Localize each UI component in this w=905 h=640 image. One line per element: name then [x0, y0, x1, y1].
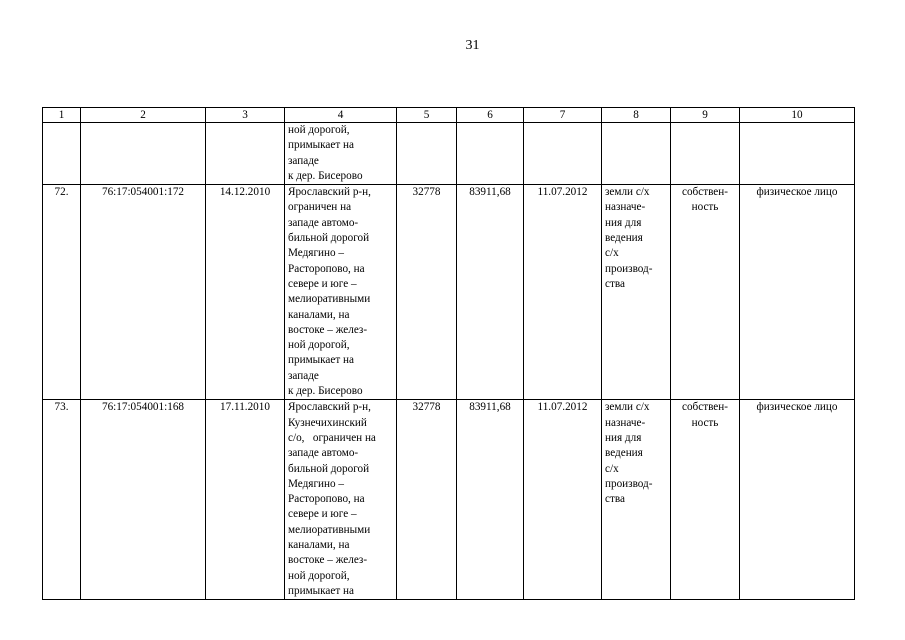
description-line: бильной дорогой	[288, 462, 370, 475]
description-line: севере и юге –	[288, 277, 357, 290]
description-line: к дер. Бисерово	[288, 169, 363, 182]
description-line: западе автомо-	[288, 447, 359, 460]
empty-cell	[524, 123, 602, 185]
description-line: ной дорогой,	[288, 124, 350, 136]
column-header: 6	[457, 108, 524, 123]
right-type-line: ность	[691, 201, 719, 214]
purpose-line: с/х	[605, 462, 619, 475]
purpose-line: с/х	[605, 247, 619, 260]
description-line: бильной дорогой	[288, 232, 370, 245]
column-header: 2	[81, 108, 206, 123]
registration-date: 14.12.2010	[206, 185, 285, 400]
empty-cell	[397, 123, 457, 185]
right-date: 11.07.2012	[524, 185, 602, 400]
cadastral-value: 83911,68	[457, 185, 524, 400]
empty-cell	[602, 123, 671, 185]
empty-cell	[457, 123, 524, 185]
empty-cell	[671, 123, 740, 185]
description-line: востоке – желез-	[288, 554, 368, 567]
area-value: 32778	[397, 400, 457, 600]
description-line: Ярославский р-н,	[288, 401, 371, 414]
description-line: западе автомо-	[288, 216, 359, 229]
column-header: 3	[206, 108, 285, 123]
purpose-line: назначе-	[605, 416, 646, 429]
purpose-line: производ-	[605, 262, 653, 275]
right-holder: физическое лицо	[740, 400, 855, 600]
page-number: 31	[465, 38, 480, 53]
description-line: ной дорогой,	[288, 569, 350, 582]
column-header: 9	[671, 108, 740, 123]
purpose-line: ства	[605, 277, 625, 290]
land-purpose-cell	[602, 185, 671, 400]
land-registry-table	[42, 107, 855, 600]
empty-cell	[206, 123, 285, 185]
cadastral-number: 76:17:054001:168	[81, 400, 206, 600]
description-line: мелиоративными	[288, 523, 371, 536]
description-line: западе	[288, 154, 319, 167]
row-number: 73.	[43, 400, 81, 600]
right-type-line: собствен-	[681, 186, 728, 199]
right-date: 11.07.2012	[524, 400, 602, 600]
cadastral-number: 76:17:054001:172	[81, 185, 206, 400]
description-line: примыкает на	[288, 584, 354, 597]
table-row	[43, 400, 855, 600]
column-header: 1	[43, 108, 81, 123]
column-header: 10	[740, 108, 855, 123]
land-purpose-cell	[602, 400, 671, 600]
description-line: Медягино –	[288, 247, 345, 260]
description-line: западе	[288, 369, 319, 382]
description-line: востоке – желез-	[288, 323, 368, 336]
right-type-cell	[671, 185, 740, 400]
description-line: Расторопово, на	[288, 262, 365, 275]
description-line: с/о, ограничен на	[288, 431, 376, 444]
purpose-line: ведения	[605, 447, 643, 460]
continuation-row	[43, 123, 855, 185]
column-number-row	[43, 108, 855, 123]
empty-cell	[740, 123, 855, 185]
empty-cell	[81, 123, 206, 185]
purpose-line: земли с/х	[605, 186, 650, 199]
purpose-line: ния для	[605, 431, 642, 444]
table-row	[43, 185, 855, 400]
purpose-line: производ-	[605, 477, 653, 490]
registration-date: 17.11.2010	[206, 400, 285, 600]
purpose-line: ведения	[605, 232, 643, 245]
description-line: ной дорогой,	[288, 339, 350, 352]
row-number: 72.	[43, 185, 81, 400]
cadastral-value: 83911,68	[457, 400, 524, 600]
right-type-cell	[671, 400, 740, 600]
column-header: 4	[285, 108, 397, 123]
description-line: примыкает на	[288, 139, 354, 152]
location-description-cell	[285, 123, 397, 185]
purpose-line: ния для	[605, 216, 642, 229]
description-line: Медягино –	[288, 477, 345, 490]
description-line: Расторопово, на	[288, 493, 365, 506]
area-value: 32778	[397, 185, 457, 400]
description-line: каналами, на	[288, 308, 350, 321]
purpose-line: ства	[605, 493, 625, 506]
description-line: к дер. Бисерово	[288, 385, 363, 398]
location-description-cell	[285, 400, 397, 600]
column-header: 7	[524, 108, 602, 123]
empty-cell	[43, 123, 81, 185]
description-line: каналами, на	[288, 539, 350, 552]
purpose-line: назначе-	[605, 201, 646, 214]
column-header: 5	[397, 108, 457, 123]
description-line: мелиоративными	[288, 293, 371, 306]
description-line: примыкает на	[288, 354, 354, 367]
purpose-line: земли с/х	[605, 401, 650, 414]
description-line: Ярославский р-н,	[288, 186, 371, 199]
description-line: ограничен на	[288, 201, 352, 214]
location-description-cell	[285, 185, 397, 400]
right-type-line: ность	[691, 416, 719, 429]
description-line: Кузнечихинский	[288, 416, 367, 429]
description-line: севере и юге –	[288, 508, 357, 521]
right-type-line: собствен-	[681, 401, 728, 414]
column-header: 8	[602, 108, 671, 123]
right-holder: физическое лицо	[740, 185, 855, 400]
